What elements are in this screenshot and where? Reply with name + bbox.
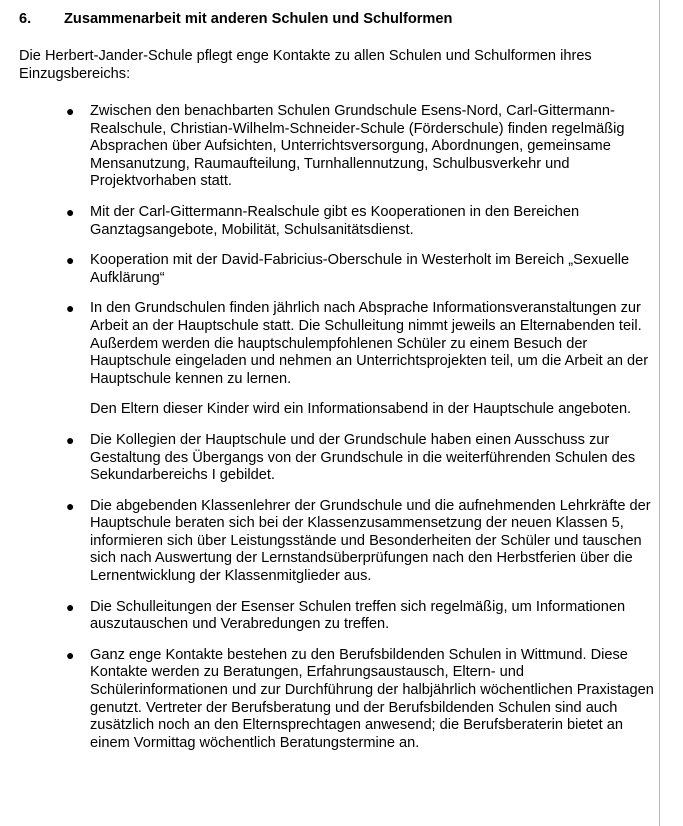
bullet-list — [0, 103, 659, 765]
bullet-icon: ● — [66, 103, 75, 119]
list-item — [0, 647, 659, 753]
list-item-text: Mit der Carl-Gittermann-Realschule gibt es Kooperationen in den Bereichen Ganztagsangebote, Mobilität, Schulsanitätsdienst. — [90, 203, 580, 238]
list-item-text: In den Grundschulen finden jährlich nach Absprache Informationsveranstaltungen zur Arbeit an der Hauptschule statt. Die Schulleitung nimmt jeweils an Elternabenden teil. Außerdem werden die hauptschulempfohlenen Schüler zu einem Besuch der Hauptschule eingeladen und nehmen an Unterrichtsprojekten teil, um die Arbeit an der Hauptschule kennen zu lernen. — [90, 300, 649, 387]
list-item-text: Kooperation mit der David-Fabricius-Oberschule in Westerholt im Bereich „Sexuelle Aufklärung“ — [90, 252, 630, 286]
bullet-icon: ● — [66, 431, 75, 448]
list-item — [0, 599, 659, 634]
list-item — [0, 432, 659, 485]
list-item — [0, 103, 659, 191]
list-item-text: Die Schulleitungen der Esenser Schulen treffen sich regelmäßig, um Informationen auszutauschen und Verabredungen zu treffen. — [90, 598, 626, 633]
section-title: Zusammenarbeit mit anderen Schulen und Schulformen — [64, 11, 453, 27]
list-item — [0, 300, 659, 419]
list-item-text: Zwischen den benachbarten Schulen Grundschule Esens-Nord, Carl-Gittermann-Realschule, Christian-Wilhelm-Schneider-Schule (Förderschule) finden regelmäßig Absprachen über Aufsichten, Unterrichtsversorgung, Abordnungen, gemeinsame Mensanutzung, Raumaufteilung, Turnhallennutzung, Schulbusverkehr und Projektvorhaben statt. — [90, 103, 625, 190]
bullet-icon: ● — [66, 252, 75, 269]
list-item-text: Die abgebenden Klassenlehrer der Grundschule und die aufnehmenden Lehrkräfte der Hauptschule beraten sich bei der Klassenzusammensetzung der neuen Klassen 5, informieren sich über Leistungsstände und Besonderheiten der Schüler und tauschen sich nach Auswertung der Lernstandsüberprüfungen nach den Herbstferien über die Lernentwicklung der Klassenmitglieder aus. — [90, 497, 651, 585]
list-item — [0, 204, 659, 239]
list-item-text: Die Kollegien der Hauptschule und der Grundschule haben einen Ausschuss zur Gestaltung des Übergangs von der Grundschule in die weiterführenden Schulen des Sekundarbereichs I gebildet. — [90, 431, 636, 484]
bullet-icon: ● — [66, 203, 75, 220]
list-item — [0, 498, 659, 586]
intro-paragraph — [19, 48, 659, 83]
list-item-text: Ganz enge Kontakte bestehen zu den Berufsbildenden Schulen in Wittmund. Diese Kontakte werden zu Beratungen, Erfahrungsaustausch, Eltern- und Schülerinformationen und zur Durchführung der halbjährlich wöchentlichen Praxistagen genutzt. Vertreter der Berufsberatung und der Berufsbildenden Schulen sind auch zusätzlich noch an den Elternsprechtagen anwesend; die Berufsberaterin bietet an einem Vormittag wöchentlich Beratungstermine an. — [90, 646, 654, 751]
bullet-icon: ● — [66, 646, 75, 663]
intro-text: Die Herbert-Jander-Schule pflegt enge Kontakte zu allen Schulen und Schulformen ihres Einzugsbereichs: — [19, 48, 592, 82]
bullet-icon: ● — [66, 598, 75, 615]
section-heading — [19, 10, 452, 28]
list-item-extra-text: Den Eltern dieser Kinder wird ein Informationsabend in der Hauptschule angeboten. — [90, 401, 632, 418]
section-number: 6. — [19, 11, 32, 27]
bullet-icon: ● — [66, 497, 75, 514]
list-item — [0, 252, 659, 287]
bullet-icon: ● — [66, 300, 75, 317]
